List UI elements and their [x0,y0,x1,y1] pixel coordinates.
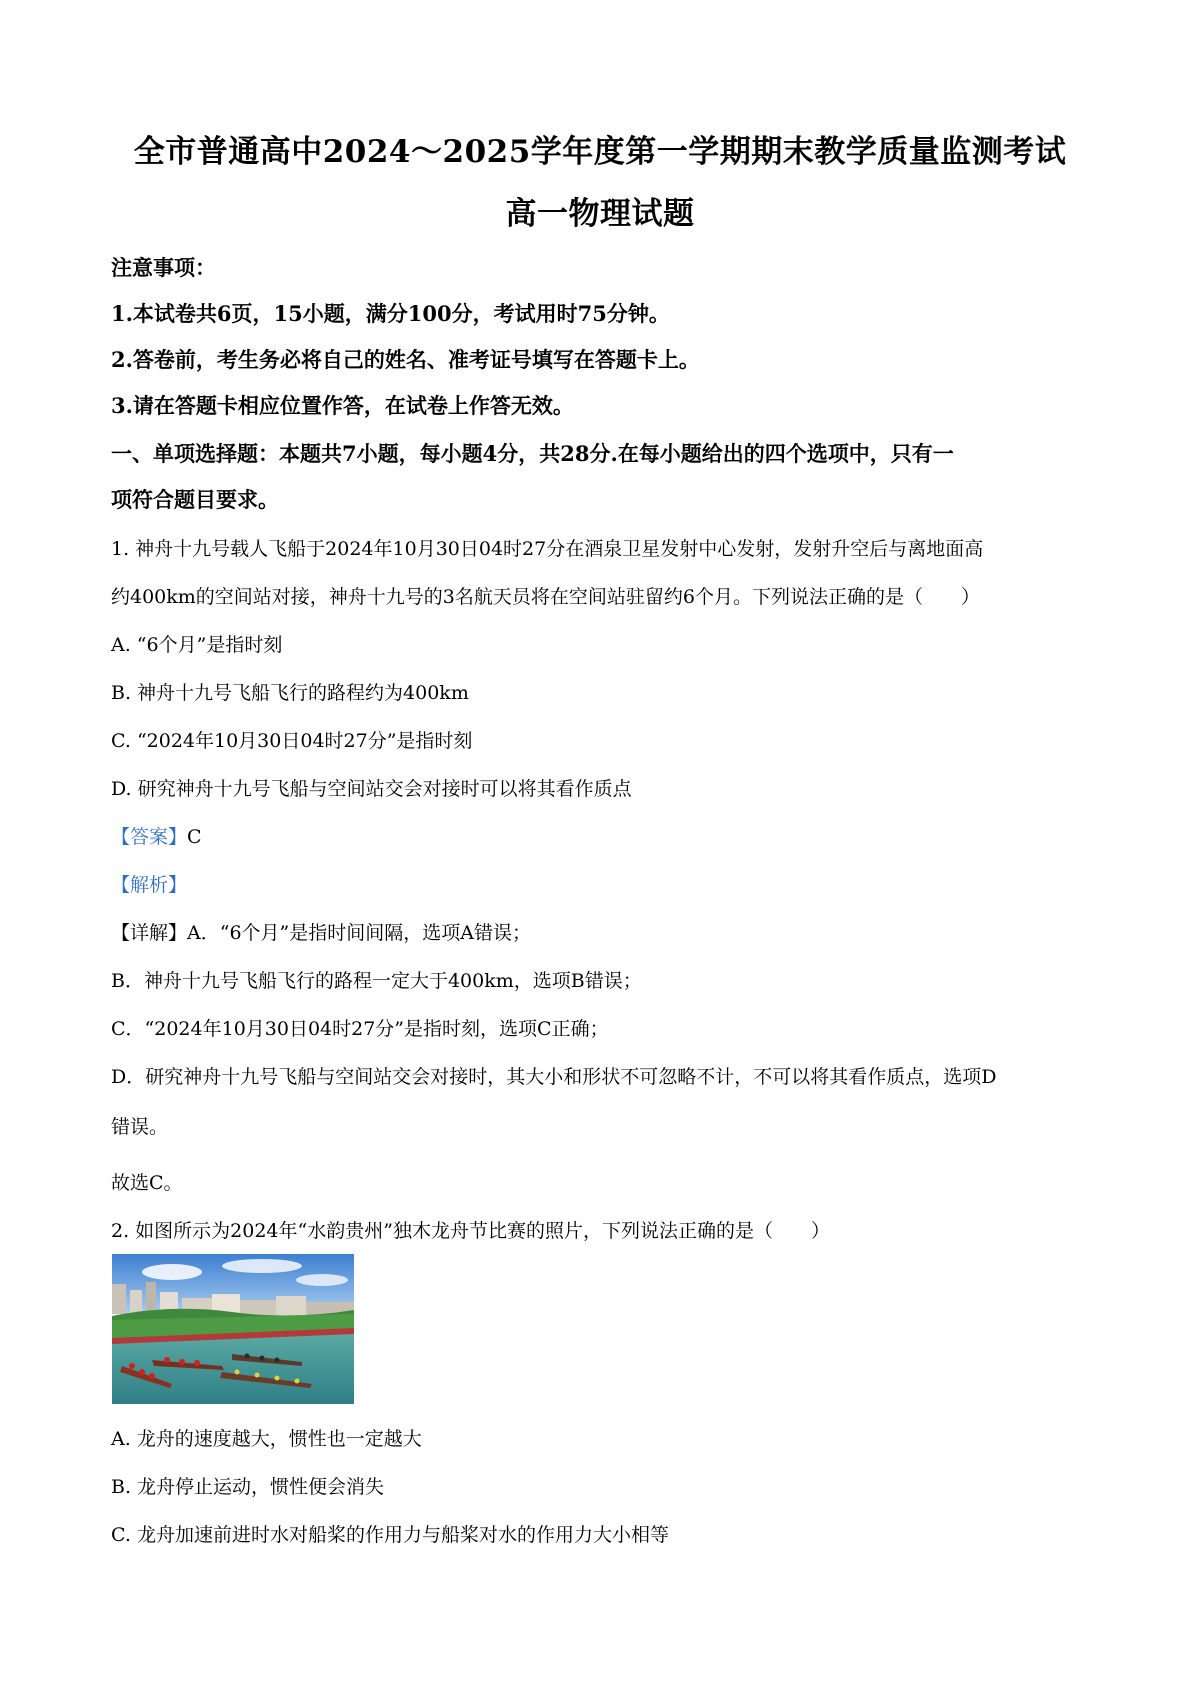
q1-option-a: A. “6个月”是指时刻 [111,634,283,656]
notice-heading: 注意事项： [111,255,216,280]
dragon-boat-illustration [112,1254,354,1404]
answer-value: C [187,826,202,848]
q1-detail-c: C．“2024年10月30日04时27分”是指时刻，选项C正确； [111,1018,609,1040]
notice-item-1: 1.本试卷共6页，15小题，满分100分，考试用时75分钟。 [111,301,670,326]
q1-detail-b: B．神舟十九号飞船飞行的路程一定大于400km，选项B错误； [111,970,642,992]
q1-stem-line2: 约400km的空间站对接，神舟十九号的3名航天员将在空间站驻留约6个月。下列说法正确的是（ ） [111,586,980,608]
q1-option-b: B. 神舟十九号飞船飞行的路程约为400km [111,682,469,704]
q2-option-b: B. 龙舟停止运动，惯性便会消失 [111,1476,385,1498]
exam-subtitle: 高一物理试题 [505,196,695,232]
section-heading-line2: 项符合题目要求。 [111,487,279,512]
q1-option-d: D. 研究神舟十九号飞船与空间站交会对接时可以将其看作质点 [111,778,632,800]
notice-item-2: 2.答卷前，考生务必将自己的姓名、准考证号填写在答题卡上。 [111,347,700,372]
q2-option-c: C. 龙舟加速前进时水对船桨的作用力与船桨对水的作用力大小相等 [111,1524,669,1546]
q1-detail-d-line2: 错误。 [111,1116,169,1138]
q1-detail-a: A．“6个月”是指时间间隔，选项A错误； [187,922,531,944]
detail-tag: 【详解】 [111,922,188,944]
q2-option-a: A. 龙舟的速度越大，惯性也一定越大 [111,1428,422,1450]
notice-item-3: 3.请在答题卡相应位置作答，在试卷上作答无效。 [111,393,574,418]
answer-tag: 【答案】 [111,826,188,848]
q1-detail-d-line1: D．研究神舟十九号飞船与空间站交会对接时，其大小和形状不可忽略不计，不可以将其看作质点，选项D [111,1066,997,1088]
section-heading-line1: 一、单项选择题：本题共7小题，每小题4分，共28分.在每小题给出的四个选项中，只有一 [111,441,954,466]
q1-conclusion: 故选C。 [111,1172,183,1194]
q2-stem: 2. 如图所示为2024年“水韵贵州”独木龙舟节比赛的照片，下列说法正确的是（ ） [111,1220,830,1242]
exam-title: 全市普通高中2024～2025学年度第一学期期末教学质量监测考试 [133,134,1067,170]
q1-stem-line1: 1. 神舟十九号载人飞船于2024年10月30日04时27分在酒泉卫星发射中心发射，发射升空后与离地面高 [111,538,984,560]
dragon-boat-photo [112,1254,354,1404]
analysis-tag: 【解析】 [111,874,188,896]
q1-answer-line [111,822,1101,849]
q1-option-c: C. “2024年10月30日04时27分”是指时刻 [111,730,473,752]
q1-detail-a-line [111,918,1101,945]
